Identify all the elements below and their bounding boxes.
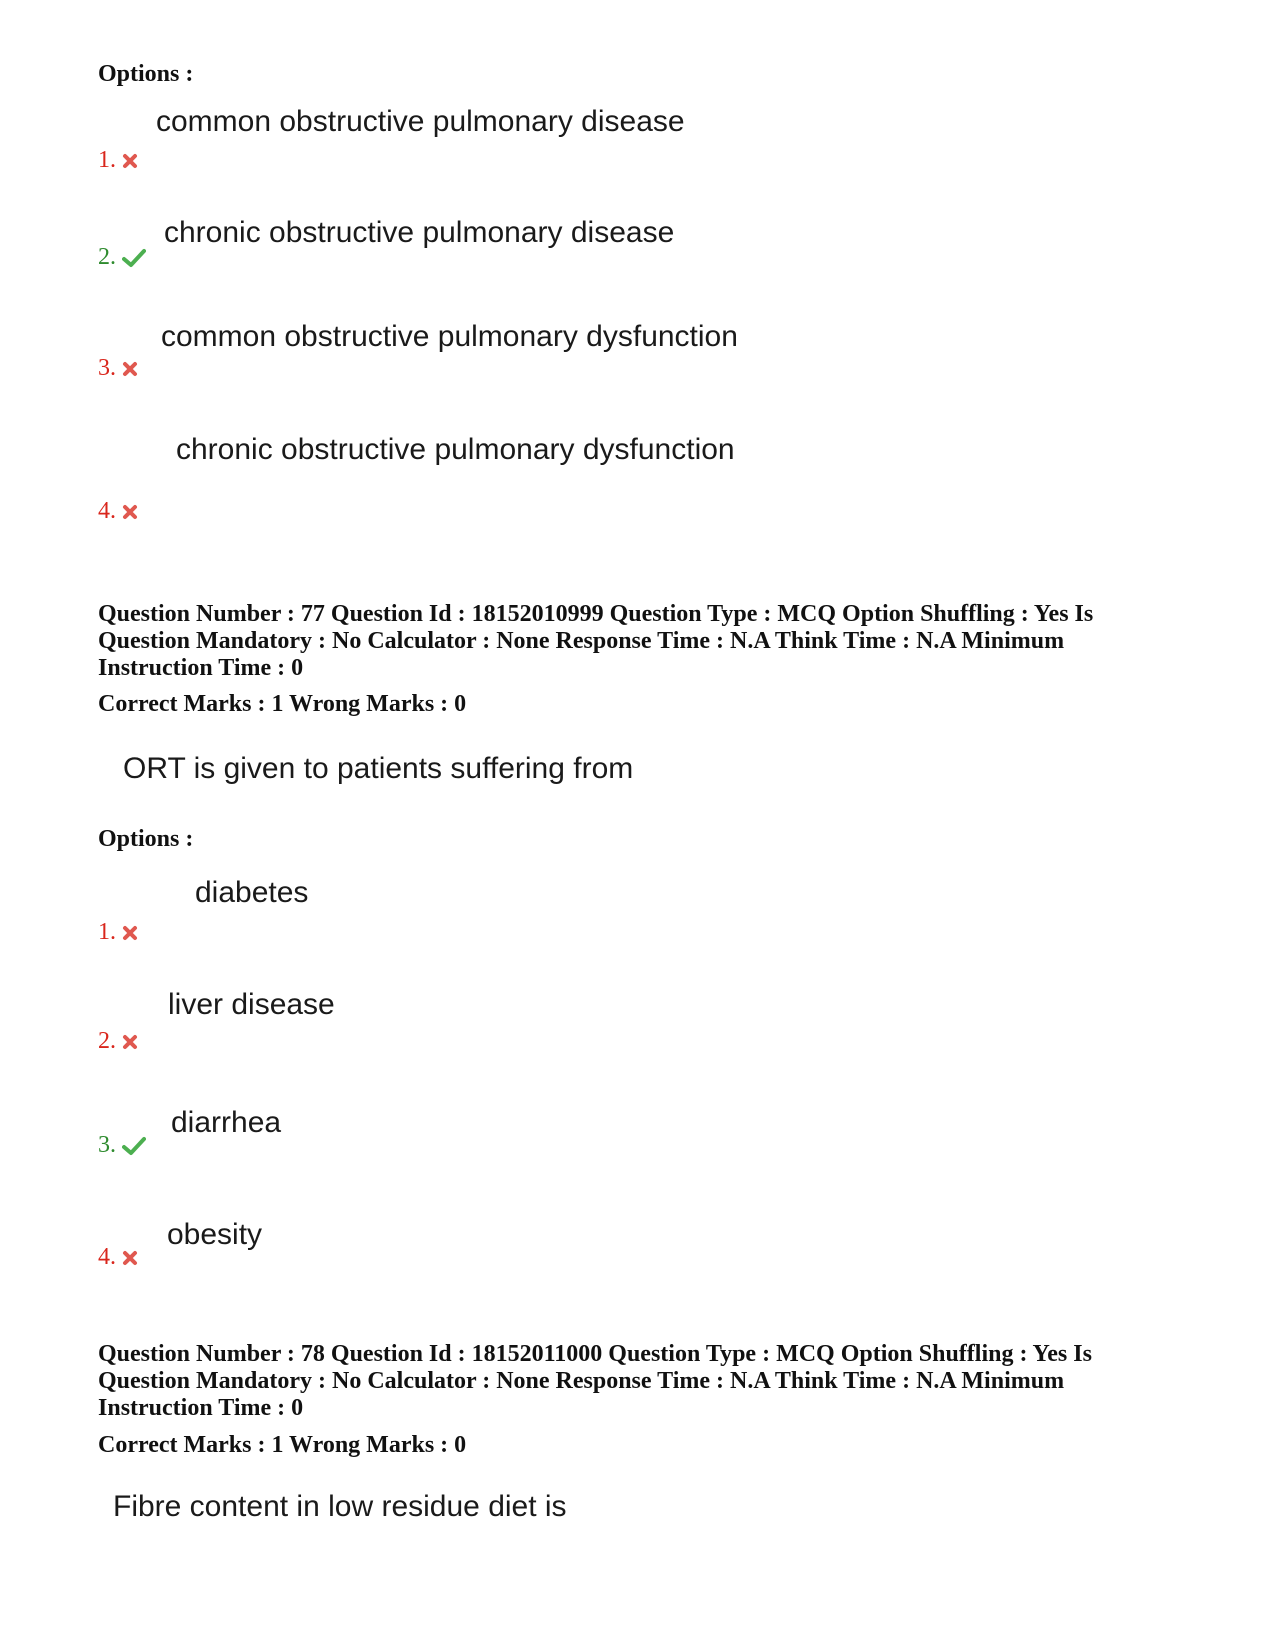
option-marker bbox=[98, 1244, 138, 1271]
question-meta-line: Question Mandatory : No Calculator : None Response Time : N.A Think Time : N.A Minimum bbox=[98, 628, 1065, 654]
option-number: 1. bbox=[98, 147, 116, 173]
option-marker bbox=[98, 355, 138, 382]
option-marker bbox=[98, 1132, 146, 1159]
question-meta bbox=[98, 1341, 1188, 1422]
option-text: chronic obstructive pulmonary disease bbox=[164, 216, 675, 249]
question-meta-line: Instruction Time : 0 bbox=[98, 1395, 304, 1421]
option-text: liver disease bbox=[168, 988, 335, 1021]
option-number: 2. bbox=[98, 244, 116, 270]
question-meta-line: Question Number : 77 Question Id : 18152010999 Question Type : MCQ Option Shuffling : Yes Is bbox=[98, 601, 1094, 627]
marks-info: Correct Marks : 1 Wrong Marks : 0 bbox=[98, 691, 467, 717]
question-meta-line: Question Number : 78 Question Id : 18152011000 Question Type : MCQ Option Shuffling : Yes Is bbox=[98, 1341, 1092, 1367]
check-icon bbox=[122, 248, 146, 268]
option-marker bbox=[98, 244, 146, 271]
cross-icon bbox=[122, 153, 138, 169]
option-number: 2. bbox=[98, 1028, 116, 1054]
cross-icon bbox=[122, 925, 138, 941]
option-number: 4. bbox=[98, 498, 116, 524]
option-marker bbox=[98, 1028, 138, 1055]
option-number: 1. bbox=[98, 919, 116, 945]
question-text: ORT is given to patients suffering from bbox=[123, 752, 634, 785]
option-marker bbox=[98, 498, 138, 525]
option-number: 4. bbox=[98, 1244, 116, 1270]
question-meta bbox=[98, 601, 1188, 682]
option-text: common obstructive pulmonary dysfunction bbox=[161, 320, 738, 353]
question-meta-line: Instruction Time : 0 bbox=[98, 655, 304, 681]
cross-icon bbox=[122, 361, 138, 377]
check-icon bbox=[122, 1136, 146, 1156]
question-meta-line: Question Mandatory : No Calculator : None Response Time : N.A Think Time : N.A Minimum bbox=[98, 1368, 1065, 1394]
question-text: Fibre content in low residue diet is bbox=[113, 1490, 567, 1523]
options-heading: Options : bbox=[98, 61, 194, 87]
option-text: diabetes bbox=[195, 876, 309, 909]
option-text: common obstructive pulmonary disease bbox=[156, 105, 685, 138]
option-number: 3. bbox=[98, 1132, 116, 1158]
option-marker bbox=[98, 919, 138, 946]
cross-icon bbox=[122, 504, 138, 520]
option-text: diarrhea bbox=[171, 1106, 282, 1139]
option-text: chronic obstructive pulmonary dysfunction bbox=[176, 433, 735, 466]
option-number: 3. bbox=[98, 355, 116, 381]
marks-info: Correct Marks : 1 Wrong Marks : 0 bbox=[98, 1432, 467, 1458]
options-heading: Options : bbox=[98, 826, 194, 852]
cross-icon bbox=[122, 1034, 138, 1050]
option-marker bbox=[98, 147, 138, 174]
cross-icon bbox=[122, 1250, 138, 1266]
option-text: obesity bbox=[167, 1218, 263, 1251]
